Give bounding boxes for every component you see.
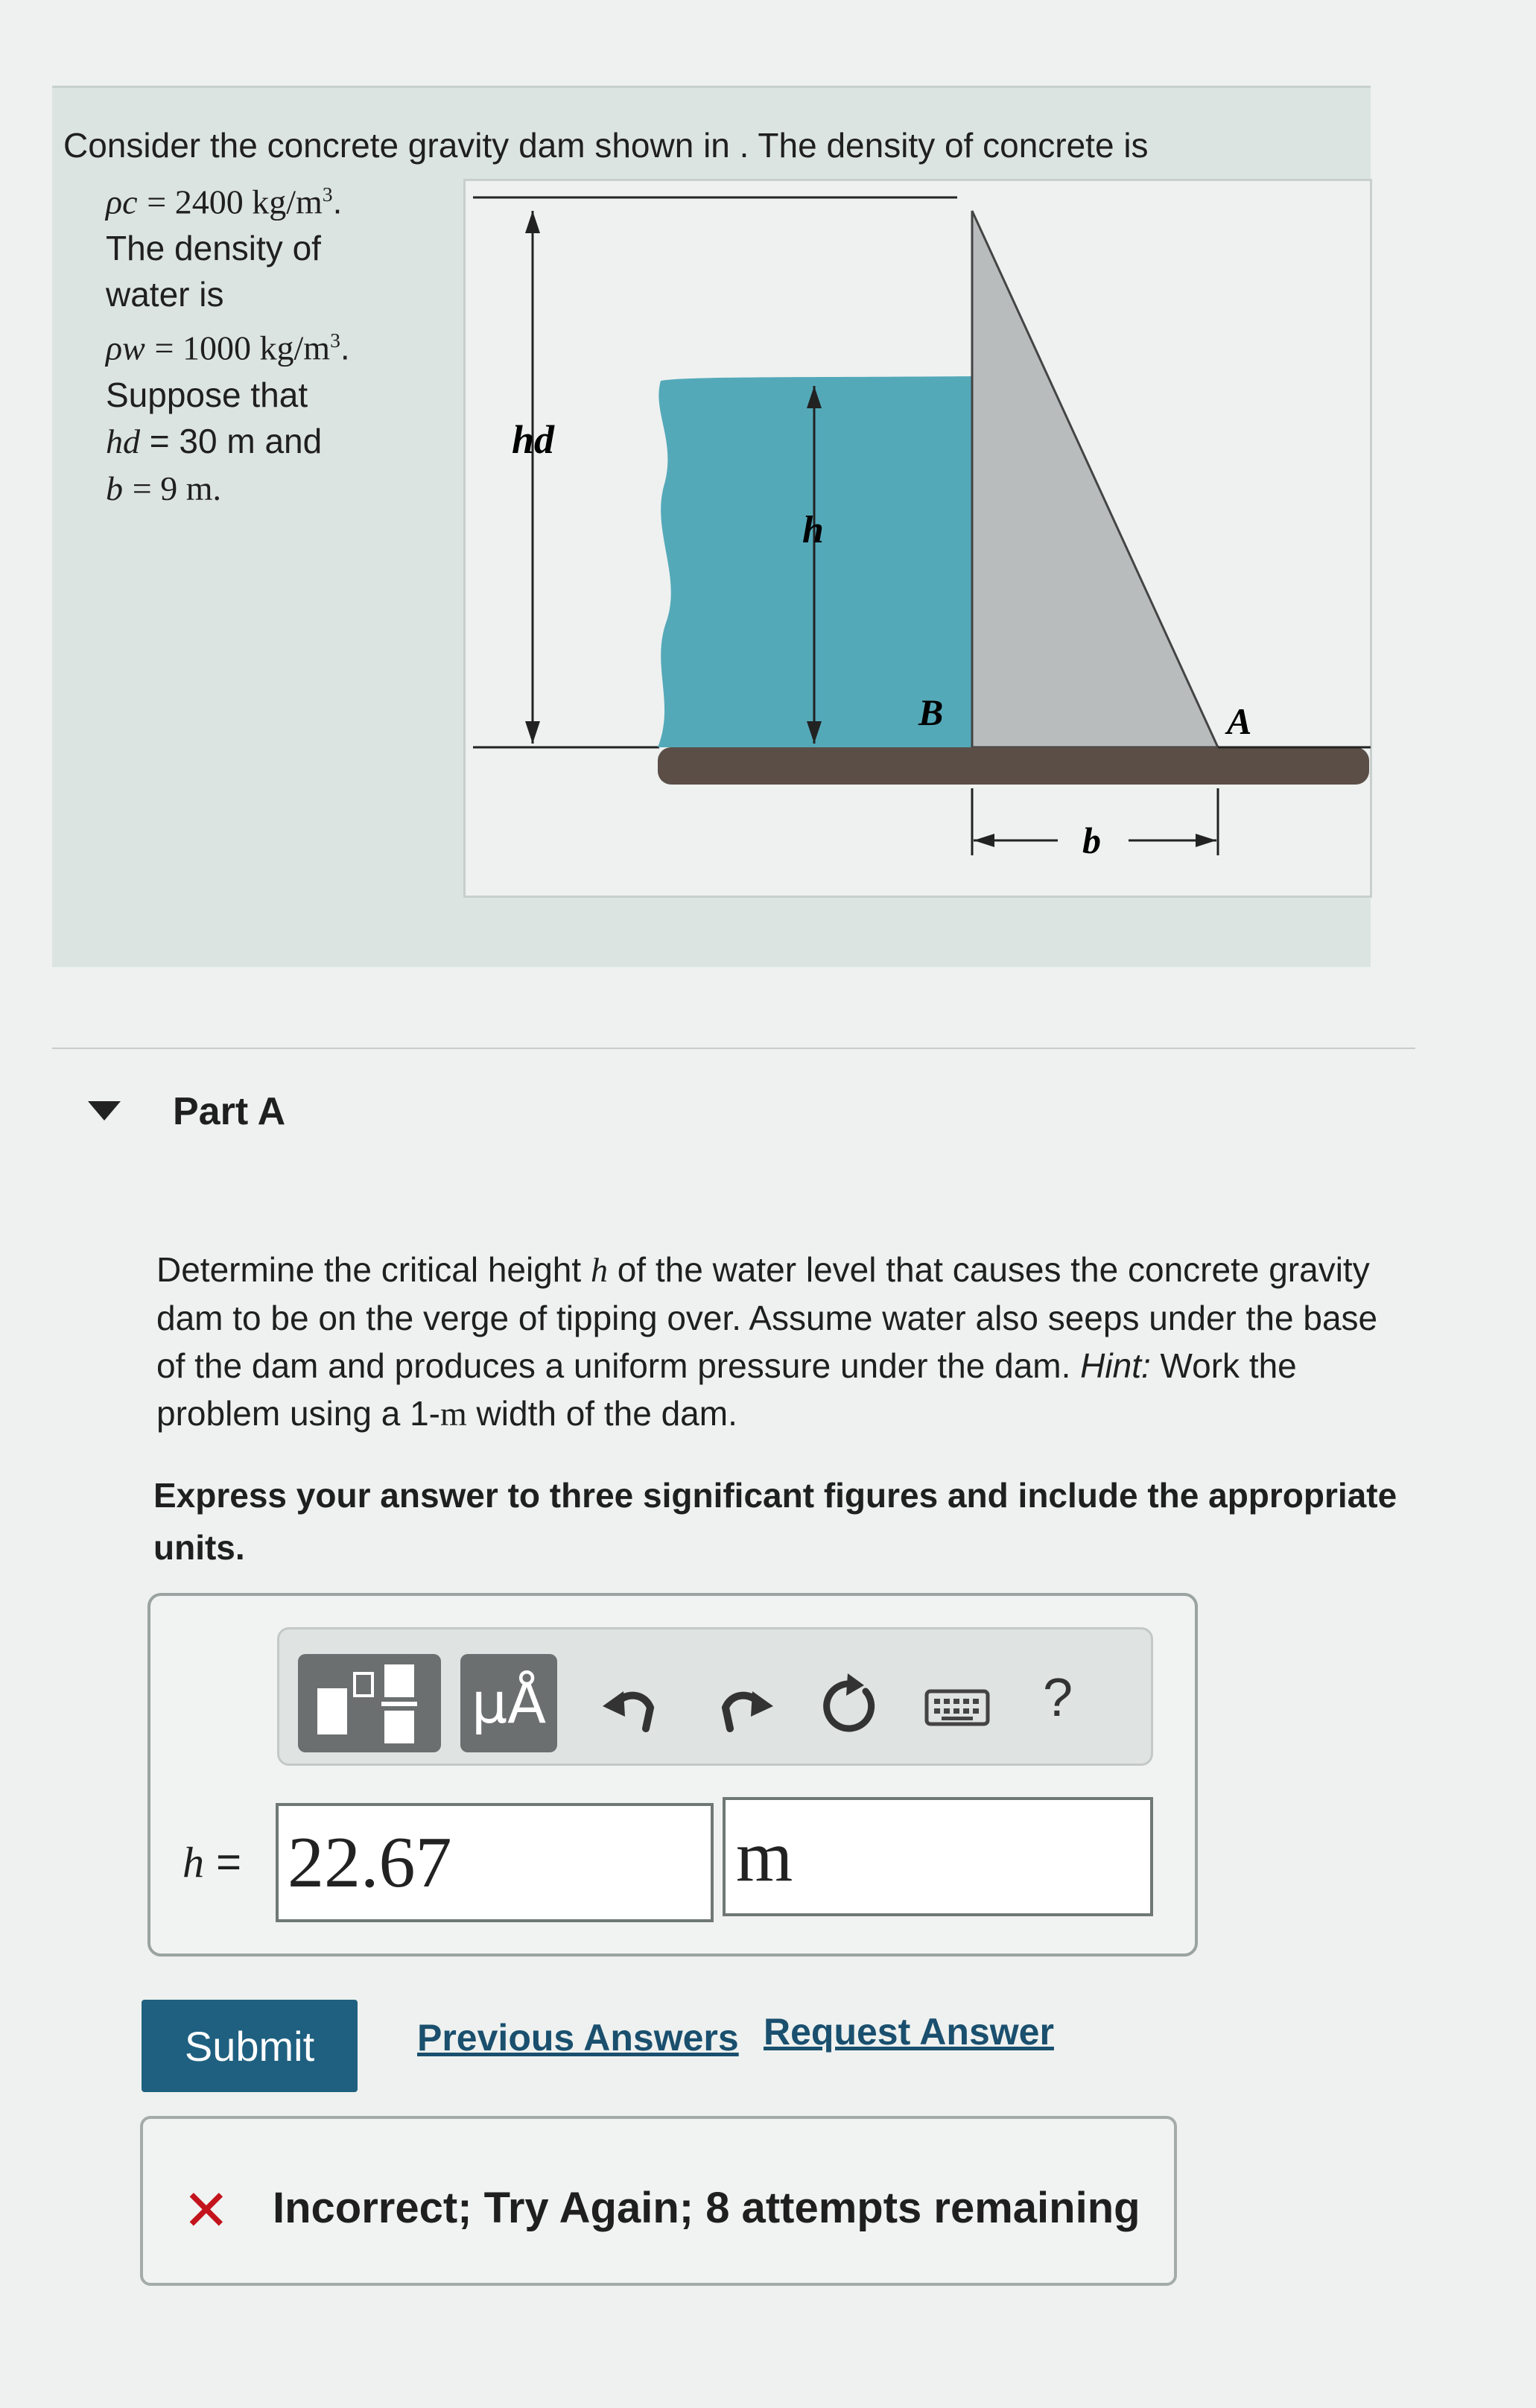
rho-w-end: . [340,328,350,367]
dam [972,211,1218,747]
b-value: = 9 m. [132,469,222,507]
rho-c-end: . [332,182,343,221]
templates-icon [298,1654,441,1752]
answer-units-input[interactable] [723,1797,1153,1916]
answer-equals: = [216,1838,241,1886]
b-symbol: b [106,469,123,507]
help-button[interactable]: ? [1043,1668,1073,1728]
hint-unit: m [439,1395,467,1433]
rho-w-exp: 3 [330,329,340,352]
rho-c-line [106,171,463,225]
reset-icon[interactable] [812,1669,886,1743]
rho-w-line [106,317,463,371]
given-values [106,171,463,512]
question-part-2: of the water level that causes the concrete gravity dam to be on the verge of tipping over. Assume water also seeps under the base of the dam and produces a uniform pressure under the dam. [156,1250,1378,1385]
templates-button[interactable] [298,1654,441,1752]
answer-variable-label [183,1837,241,1887]
rho-c-exp: 3 [322,183,333,206]
request-answer-link[interactable]: Request Answer [764,2011,1054,2053]
hd-symbol: hd [106,422,140,460]
answer-instruction: Express your answer to three significant figures and include the appropriate units. [153,1476,1397,1567]
answer-variable: h [183,1838,204,1886]
hd-label: hd [512,417,555,462]
point-A-label: A [1227,700,1252,742]
b-label: b [1082,820,1101,861]
redo-icon[interactable] [709,1669,784,1743]
hd-arrow-top [525,211,540,233]
hint-part-2: width of the dam. [476,1394,737,1433]
rho-c-symbol: ρc [106,183,138,221]
h-label: h [802,509,824,551]
hd-value: = 30 m and [149,421,323,460]
point-B-label: B [918,691,944,733]
question-text [156,1246,1408,1438]
question-part-1: Determine the critical height [156,1250,582,1289]
section-divider [52,1048,1415,1049]
water-text-2: water is [106,275,224,314]
b-line [106,465,463,512]
keyboard-icon[interactable] [924,1669,991,1743]
x-icon: ✕ [183,2179,230,2243]
b-arrow-left [974,834,994,847]
rho-c-value: = 2400 kg/m [147,183,323,221]
water-text-1: The density of [106,229,321,268]
submit-button[interactable]: Submit [142,2000,358,2092]
question-variable: h [590,1251,608,1289]
hd-arrow-bottom [525,721,540,744]
intro-sentence: Consider the concrete gravity dam shown in . The density of concrete is [63,126,1149,165]
rho-w-value: = 1000 kg/m [154,329,331,367]
previous-answers-link[interactable]: Previous Answers [417,2017,739,2059]
collapse-triangle-icon[interactable] [88,1101,121,1121]
units-button[interactable]: μÅ [460,1654,557,1752]
dam-figure [463,179,1372,898]
b-arrow-right [1196,834,1216,847]
suppose-text: Suppose that [106,375,308,414]
hd-line [106,418,463,465]
undo-icon[interactable] [592,1669,667,1743]
answer-value-input[interactable] [276,1803,714,1922]
hint-part-1: Work the problem using a 1- [156,1346,1297,1433]
rho-w-symbol: ρw [106,329,145,367]
feedback-message: Incorrect; Try Again; 8 attempts remaining [273,2184,1140,2232]
ground [658,747,1369,785]
hint-label: Hint: [1080,1346,1151,1385]
part-a-title[interactable]: Part A [173,1090,286,1133]
dam-diagram [466,181,1374,900]
